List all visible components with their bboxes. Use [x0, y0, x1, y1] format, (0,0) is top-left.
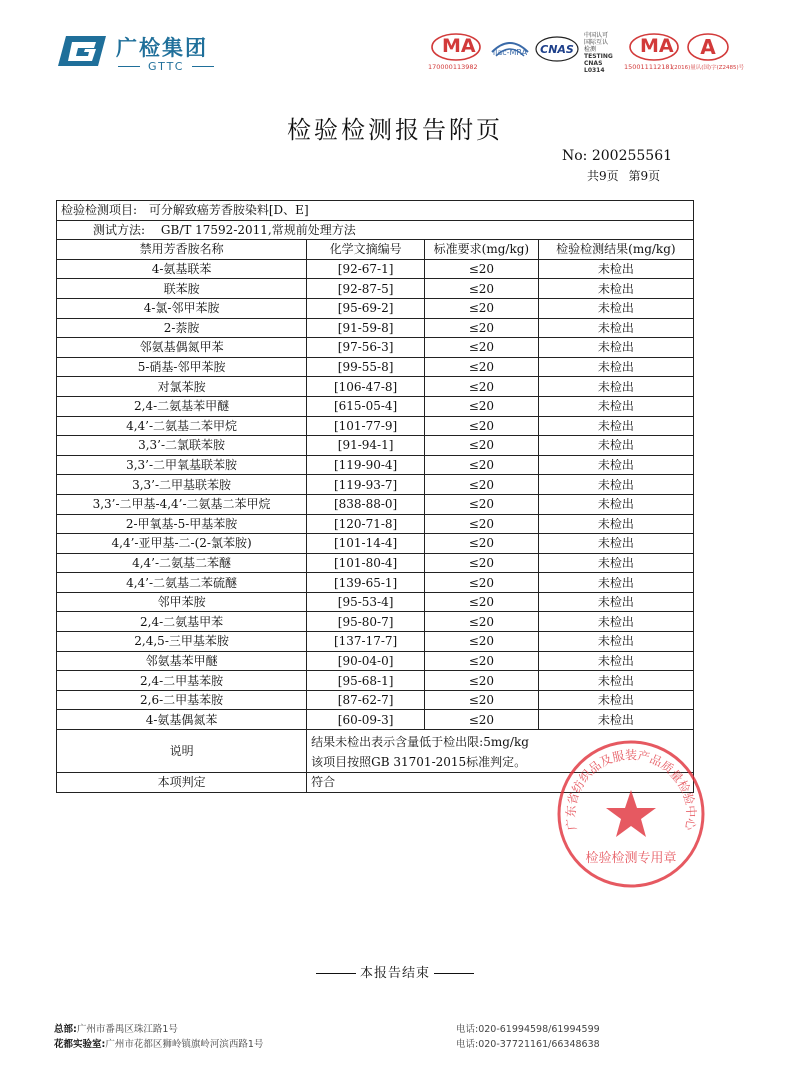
cell-result: 未检出 [538, 494, 693, 514]
cell-std: ≤20 [425, 475, 539, 495]
cell-cas: [92-87-5] [307, 279, 425, 299]
divider [118, 66, 140, 67]
cell-cas: [139-65-1] [307, 573, 425, 593]
cell-name: 邻氨基偶氮甲苯 [57, 338, 307, 358]
cell-std: ≤20 [425, 534, 539, 554]
cell-std: ≤20 [425, 690, 539, 710]
cell-result: 未检出 [538, 553, 693, 573]
cell-cas: [90-04-0] [307, 651, 425, 671]
cell-std: ≤20 [425, 494, 539, 514]
ilac-badge [488, 32, 532, 72]
item-label: 检验检测项目: [61, 203, 138, 218]
cell-name: 4-氯-邻甲苯胺 [57, 298, 307, 318]
cell-result: 未检出 [538, 377, 693, 397]
cell-name: 4,4’-二氨基二苯甲烷 [57, 416, 307, 436]
cell-std: ≤20 [425, 671, 539, 691]
note-line: 结果未检出表示含量低于检出限:5mg/kg [311, 735, 529, 750]
cell-result: 未检出 [538, 357, 693, 377]
cell-std: ≤20 [425, 710, 539, 730]
company-abbr: GTTC [148, 60, 185, 73]
cnas-mark: CNAS [540, 43, 574, 56]
cell-std: ≤20 [425, 279, 539, 299]
cell-std: ≤20 [425, 651, 539, 671]
cell-name: 2,6-二甲基苯胺 [57, 690, 307, 710]
cal-mark: A [700, 35, 716, 59]
cell-result: 未检出 [538, 710, 693, 730]
judge-value: 符合 [307, 773, 694, 793]
footer-lab-tel: 电话:020-37721161/66348638 [456, 1039, 600, 1050]
cell-result: 未检出 [538, 651, 693, 671]
cell-name: 2,4-二氨基苯甲醚 [57, 396, 307, 416]
item-cell [57, 201, 694, 221]
item-row [57, 201, 694, 221]
cell-name: 3,3’-二甲氧基联苯胺 [57, 455, 307, 475]
col-header-result: 检验检测结果(mg/kg) [538, 240, 693, 260]
cell-std: ≤20 [425, 318, 539, 338]
col-header-cas: 化学文摘编号 [307, 240, 425, 260]
cell-name: 联苯胺 [57, 279, 307, 299]
cell-std: ≤20 [425, 298, 539, 318]
table-row [57, 553, 694, 573]
cell-name: 4,4’-二氨基二苯醚 [57, 553, 307, 573]
results-table [56, 200, 694, 793]
method-label: 测试方法: [93, 222, 146, 237]
footer-lab-label: 花都实验室: [54, 1039, 106, 1050]
cell-cas: [101-77-9] [307, 416, 425, 436]
cell-result: 未检出 [538, 436, 693, 456]
cell-result: 未检出 [538, 690, 693, 710]
cell-cas: [97-56-3] [307, 338, 425, 358]
table-row [57, 475, 694, 495]
seal-icon [555, 738, 707, 890]
cell-result: 未检出 [538, 259, 693, 279]
cell-result: 未检出 [538, 534, 693, 554]
cell-cas: [91-94-1] [307, 436, 425, 456]
table-row [57, 357, 694, 377]
footer-lab-address: 广州市花都区狮岭镇旗岭河滨西路1号 [105, 1039, 264, 1050]
divider [434, 973, 474, 974]
note-line: 该项目按照GB 31701-2015标准判定。 [311, 755, 527, 770]
table-row [57, 298, 694, 318]
cell-cas: [95-69-2] [307, 298, 425, 318]
cell-cas: [60-09-3] [307, 710, 425, 730]
cell-name: 4-氨基偶氮苯 [57, 710, 307, 730]
company-name: 广检集团 [116, 36, 208, 60]
cell-cas: [101-80-4] [307, 553, 425, 573]
cell-std: ≤20 [425, 592, 539, 612]
table-row [57, 455, 694, 475]
table-row [57, 690, 694, 710]
table-row [57, 651, 694, 671]
cell-result: 未检出 [538, 612, 693, 632]
cell-name: 对氯苯胺 [57, 377, 307, 397]
cell-cas: [99-55-8] [307, 357, 425, 377]
cell-result: 未检出 [538, 338, 693, 358]
cell-cas: [119-93-7] [307, 475, 425, 495]
table-row [57, 436, 694, 456]
table-row [57, 279, 694, 299]
cell-result: 未检出 [538, 318, 693, 338]
stamp-bottom-text: 检验检测专用章 [585, 851, 677, 866]
footer-lab [54, 1036, 263, 1050]
table-row [57, 632, 694, 652]
divider [316, 973, 356, 974]
cell-name: 4,4’-亚甲基-二-(2-氯苯胺) [57, 534, 307, 554]
cell-name: 5-硝基-邻甲苯胺 [57, 357, 307, 377]
gttc-logo-icon [56, 32, 108, 70]
stamp-ring-text: 广东省纺织品及服装产品质量检验中心 [563, 748, 699, 832]
report-end-text: 本报告结束 [359, 966, 430, 981]
cell-std: ≤20 [425, 573, 539, 593]
cell-std: ≤20 [425, 377, 539, 397]
cma-mark: MA [442, 35, 476, 57]
report-number: No: 200255561 [562, 148, 673, 164]
cell-cas: [120-71-8] [307, 514, 425, 534]
cell-std: ≤20 [425, 338, 539, 358]
cell-name: 2-萘胺 [57, 318, 307, 338]
cell-result: 未检出 [538, 298, 693, 318]
cell-name: 2-甲氧基-5-甲基苯胺 [57, 514, 307, 534]
header-row [57, 240, 694, 260]
table-row [57, 416, 694, 436]
note-label: 说明 [57, 730, 307, 773]
cell-name: 4-氨基联苯 [57, 259, 307, 279]
cell-cas: [101-14-4] [307, 534, 425, 554]
cell-cas: [95-53-4] [307, 592, 425, 612]
cell-name: 2,4-二氨基甲苯 [57, 612, 307, 632]
footer-hq-label: 总部: [54, 1024, 77, 1035]
cell-std: ≤20 [425, 396, 539, 416]
cell-cas: [92-67-1] [307, 259, 425, 279]
cal-icon [686, 32, 730, 62]
cal-number: (2016)量认(国)字(Z2485)号 [672, 65, 745, 71]
table-row [57, 671, 694, 691]
col-header-std: 标准要求(mg/kg) [425, 240, 539, 260]
cell-cas: [615-05-4] [307, 396, 425, 416]
cell-result: 未检出 [538, 396, 693, 416]
cnas-badge [534, 32, 616, 72]
cell-std: ≤20 [425, 514, 539, 534]
cell-std: ≤20 [425, 259, 539, 279]
cell-name: 邻甲苯胺 [57, 592, 307, 612]
cell-name: 邻氨基苯甲醚 [57, 651, 307, 671]
footer-hq-address: 广州市番禺区珠江路1号 [76, 1024, 178, 1035]
col-header-name: 禁用芳香胺名称 [57, 240, 307, 260]
cell-result: 未检出 [538, 671, 693, 691]
cnas-text: 中国认可 国际互认 检测 TESTING CNAS L0314 [584, 32, 613, 74]
official-stamp [555, 738, 707, 890]
cell-result: 未检出 [538, 632, 693, 652]
table-row [57, 396, 694, 416]
cell-cas: [838-88-0] [307, 494, 425, 514]
judge-label: 本项判定 [57, 773, 307, 793]
report-end [0, 962, 790, 981]
table-row [57, 514, 694, 534]
page-count: 共9页 第9页 [587, 169, 661, 183]
cell-std: ≤20 [425, 436, 539, 456]
table-row [57, 318, 694, 338]
table-row [57, 612, 694, 632]
cell-cas: [137-17-7] [307, 632, 425, 652]
table-row [57, 494, 694, 514]
cell-name: 3,3’-二甲基联苯胺 [57, 475, 307, 495]
method-cell [57, 220, 694, 240]
cell-result: 未检出 [538, 455, 693, 475]
table-row [57, 573, 694, 593]
company-logo [56, 30, 256, 76]
cell-std: ≤20 [425, 416, 539, 436]
cell-std: ≤20 [425, 553, 539, 573]
cell-result: 未检出 [538, 416, 693, 436]
table-row [57, 377, 694, 397]
cell-cas: [95-80-7] [307, 612, 425, 632]
divider [192, 66, 214, 67]
item-value: 可分解致癌芳香胺染料[D、E] [148, 203, 309, 218]
cell-name: 3,3’-二氯联苯胺 [57, 436, 307, 456]
table-row [57, 710, 694, 730]
cell-result: 未检出 [538, 514, 693, 534]
method-row [57, 220, 694, 240]
footer-hq-tel: 电话:020-61994598/61994599 [456, 1024, 600, 1035]
cell-result: 未检出 [538, 279, 693, 299]
table-row [57, 534, 694, 554]
table-row [57, 259, 694, 279]
cell-std: ≤20 [425, 357, 539, 377]
footer-hq [54, 1021, 178, 1035]
cell-result: 未检出 [538, 475, 693, 495]
method-value: GB/T 17592-2011,常规前处理方法 [160, 222, 356, 237]
cma-number: 170000113982 [428, 63, 478, 71]
cell-result: 未检出 [538, 573, 693, 593]
cell-result: 未检出 [538, 592, 693, 612]
cell-std: ≤20 [425, 455, 539, 475]
data-rows [57, 259, 694, 729]
cma-badge [430, 32, 482, 72]
cell-cas: [95-68-1] [307, 671, 425, 691]
cell-std: ≤20 [425, 632, 539, 652]
cma-mark: MA [640, 35, 674, 57]
cell-cas: [119-90-4] [307, 455, 425, 475]
table-row [57, 338, 694, 358]
cnas-icon [534, 32, 580, 70]
table-row [57, 592, 694, 612]
cell-name: 2,4-二甲基苯胺 [57, 671, 307, 691]
cell-name: 2,4,5-三甲基苯胺 [57, 632, 307, 652]
ilac-mra-icon [488, 32, 532, 70]
cell-name: 4,4’-二氨基二苯硫醚 [57, 573, 307, 593]
document-title: 检验检测报告附页 [287, 116, 503, 144]
cell-name: 3,3’-二甲基-4,4’-二氨基二苯甲烷 [57, 494, 307, 514]
cal-badge [672, 32, 745, 72]
cell-cas: [91-59-8] [307, 318, 425, 338]
cell-cas: [87-62-7] [307, 690, 425, 710]
ilac-label: ilac-MRA [492, 48, 528, 57]
cma-number: 150011112181 [624, 63, 674, 71]
cell-std: ≤20 [425, 612, 539, 632]
cell-cas: [106-47-8] [307, 377, 425, 397]
